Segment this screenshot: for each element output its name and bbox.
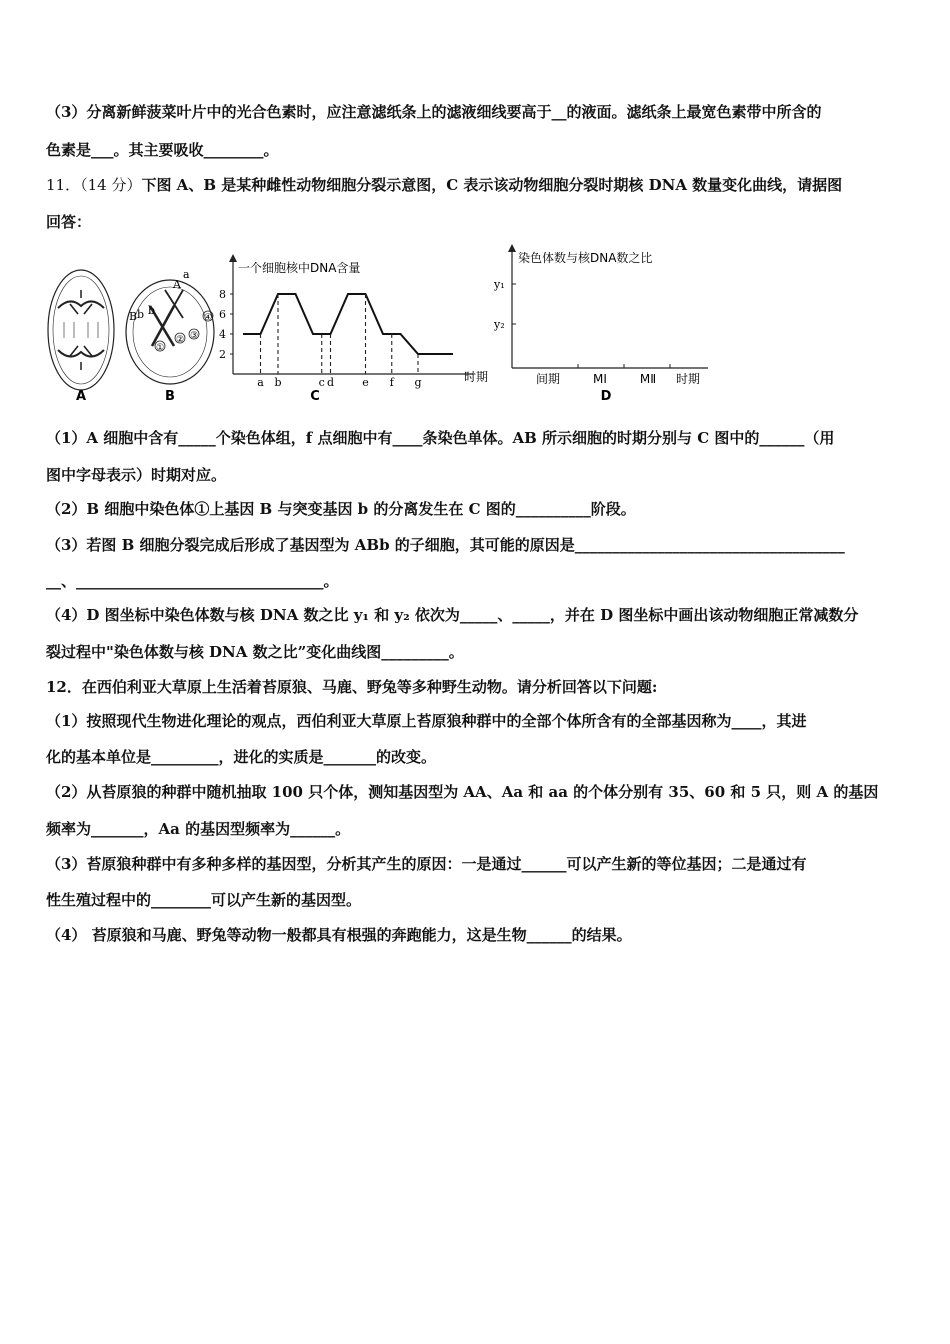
dna-content-line [243,294,453,354]
q11-figure [40,238,720,408]
q12-q4: （4） 苔原狼和马鹿、野兔等动物一般都具有根强的奔跑能力，这是生物______的结果。 [46,926,632,944]
y-tick-label: 6 [219,308,226,321]
q12-q3-line2: 性生殖过程中的________可以产生新的基因型。 [46,891,362,909]
gene-label: A [173,278,181,291]
q12-q2-line1: （2）从苔原狼的种群中随机抽取 100 只个体，测知基因型为 AA、Aa 和 aa 的个体分别有 35、60 和 5 只，则 A 的基因 [46,783,879,801]
q11-stem-line2: 回答： [46,213,92,231]
x-tick-label: a [257,376,264,389]
gene-label: b [148,304,156,317]
chromosome-number: ② [176,335,185,345]
q12-stem: 12．在西伯利亚大草原上生活着苔原狼、马鹿、野兔等多种野生动物。请分析回答以下问题: [46,678,658,696]
x-tick-label: f [389,376,394,389]
y-tick-label: y₂ [494,318,505,331]
q11-stem-line1 [46,175,912,195]
x-tick-label: c [318,376,325,389]
q11-q3-line1: （3）若图 B 细胞分裂完成后形成了基因型为 ABb 的子细胞，其可能的原因是____________________________________ [46,536,845,554]
chromosome-number: ④ [204,313,213,323]
gene-label: b [137,308,145,321]
q11-q4-line2: 裂过程中"染色体数与核 DNA 数之比”变化曲线图_________。 [46,643,464,661]
q12-q1-line2: 化的基本单位是_________，进化的实质是_______的改变。 [46,748,437,766]
x-tick-label: MⅡ [639,372,657,386]
chromosome-number: ③ [190,331,199,341]
x-tick-label: g [414,376,422,389]
chart-c-title: 一个细胞核中DNA含量 [238,261,361,275]
chart-d-title: 染色体数与核DNA数之比 [518,251,653,265]
q11-score: （14 分） [80,176,142,194]
panel-a-label: A [75,389,87,404]
q11-q4-line1: （4）D 图坐标中染色体数与核 DNA 数之比 y₁ 和 y₂ 依次为_____、_____，并在 D 图坐标中画出该动物细胞正常减数分 [46,606,859,624]
gene-label: B [129,310,138,323]
cell-b-diagram [126,280,214,384]
q10-part3-line2: 色素是___。其主要吸收________。 [46,141,279,159]
chart-c [219,254,488,389]
x-tick-label: MⅠ [593,372,607,386]
x-tick-label: 间期 [535,372,561,386]
x-tick-label: b [274,376,282,389]
q11-q3-line2: __、_________________________________。 [46,572,339,590]
y-tick-label: 4 [219,328,226,341]
q10-part3-line1: （3）分离新鲜菠菜叶片中的光合色素时，应注意滤纸条上的滤液细线要高于__的液面。滤纸条上最宽色素带中所含的 [46,103,822,121]
q12-q3-line1: （3）苔原狼种群中有多种多样的基因型，分析其产生的原因：一是通过______可以产生新的等位基因；二是通过有 [46,855,807,873]
y-tick-label: y₁ [494,278,505,291]
chart-c-y-arrow [229,254,237,262]
q11-q1-line1: （1）A 细胞中含有_____个染色体组，f 点细胞中有____条染色单体。AB 所示细胞的时期分别与 C 图中的______（用 [46,429,835,447]
y-tick-label: 2 [219,348,226,361]
x-tick-label: e [362,376,369,389]
chart-d-xlabel: 时期 [676,372,701,386]
q11-q1-line2: 图中字母表示）时期对应。 [46,466,227,484]
x-tick-label: d [326,376,335,389]
gene-label: a [183,268,190,281]
chart-d [493,244,708,386]
panel-c-label: C [310,389,320,404]
chromosome-number: ① [156,343,165,353]
panel-b-label: B [165,389,175,404]
panel-d-label: D [600,389,612,404]
q11-q2: （2）B 细胞中染色体①上基因 B 与突变基因 b 的分离发生在 C 图的__________阶段。 [46,500,636,518]
chart-d-y-arrow [508,244,516,252]
q12-q2-line2: 频率为_______，Aa 的基因型频率为______。 [46,820,351,838]
q11-number: 11． [46,176,81,194]
chart-c-xlabel: 时期 [464,370,489,384]
y-tick-label: 8 [219,288,226,301]
q11-stem-text: 下图 A、B 是某种雌性动物细胞分裂示意图，C 表示该动物细胞分裂时期核 DNA 数量变化曲线，请据图 [141,176,843,194]
q12-q1-line1: （1）按照现代生物进化理论的观点，西伯利亚大草原上苔原狼种群中的全部个体所含有的全部基因称为____，其进 [46,712,807,730]
cell-a-diagram [48,270,114,390]
